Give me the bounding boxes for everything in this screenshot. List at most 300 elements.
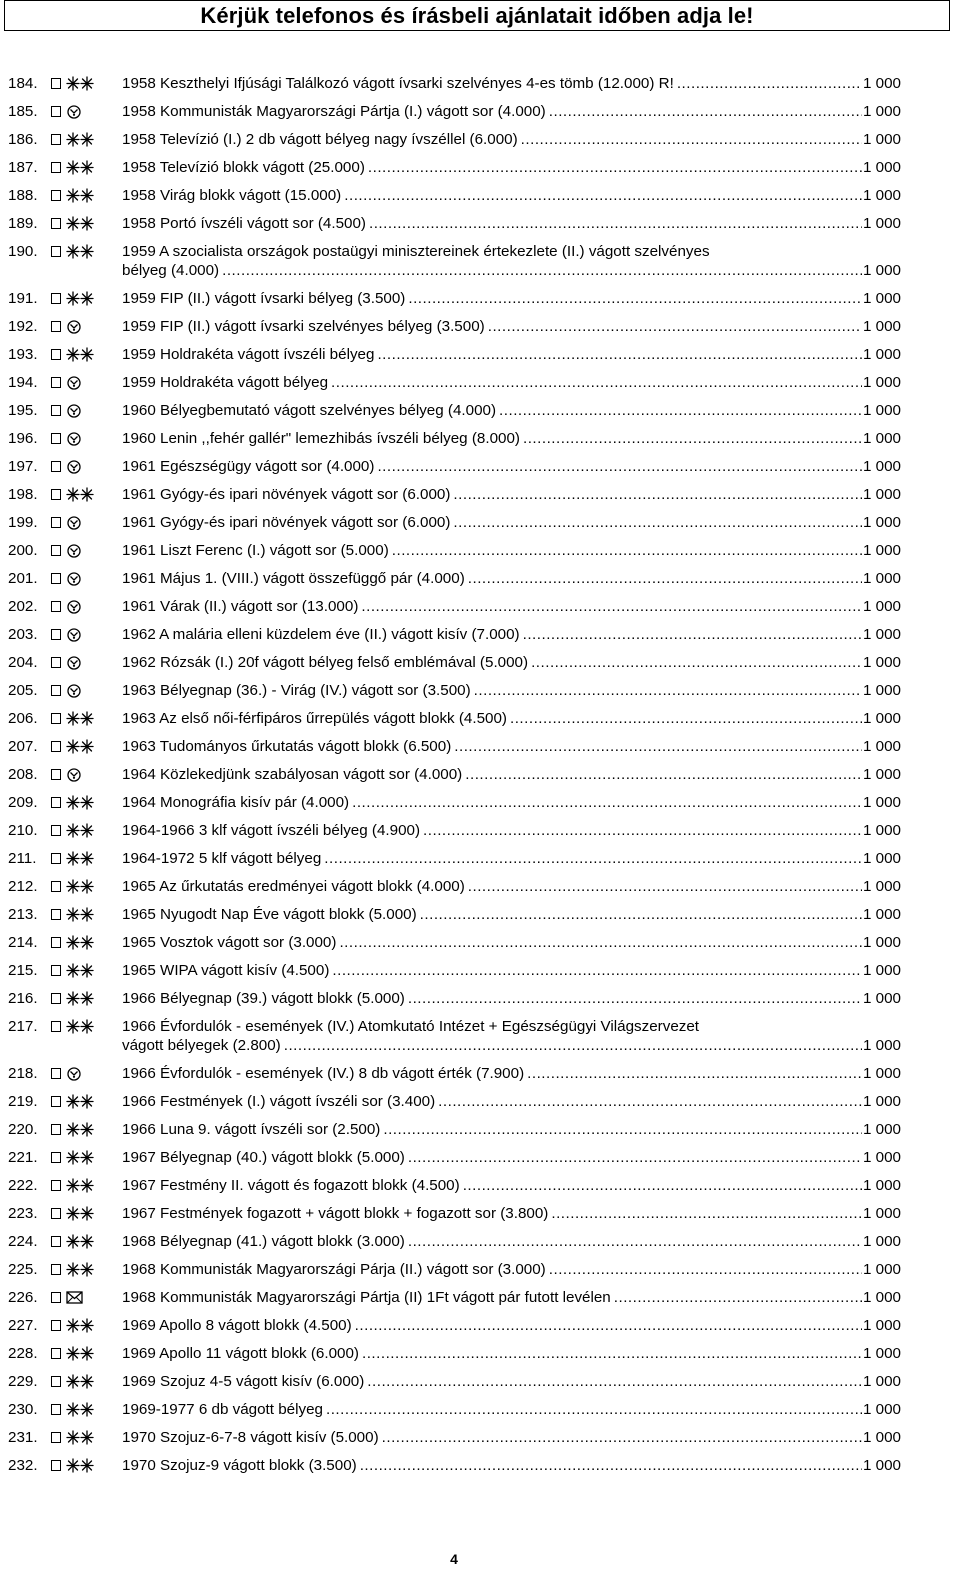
item-text: 1958 Portó ívszéli vágott sor (4.500) (122, 215, 366, 232)
item-text: 1968 Bélyegnap (41.) vágott blokk (3.000) (122, 1233, 405, 1250)
item-description (122, 373, 901, 392)
order-checkbox[interactable] (51, 685, 61, 696)
item-text: 1969-1977 6 db vágott bélyeg (122, 1401, 323, 1418)
order-checkbox[interactable] (51, 1376, 61, 1387)
item-text-line1: 1966 Évfordulók - események (IV.) Atomkutató Intézet + Egészségügyi Világszervezet (122, 1018, 700, 1035)
list-item (0, 368, 960, 396)
mint-icon (66, 709, 96, 728)
order-checkbox[interactable] (51, 321, 61, 332)
item-description (122, 1288, 901, 1307)
item-description (122, 793, 901, 812)
item-number: 203. (8, 626, 38, 643)
item-number: 222. (8, 1177, 38, 1194)
item-text-line1: 1959 A szocialista országok postaügyi minisztereinek értekezlete (II.) vágott szelvényes (122, 243, 710, 260)
order-checkbox[interactable] (51, 909, 61, 920)
item-number: 194. (8, 374, 38, 391)
mint-icon (66, 130, 96, 149)
item-number: 209. (8, 794, 38, 811)
dot-leader (423, 821, 862, 840)
stamped-icon (66, 513, 96, 532)
order-checkbox[interactable] (51, 545, 61, 556)
envelope-icon (66, 1288, 96, 1307)
item-number: 196. (8, 430, 38, 447)
dot-leader (326, 1400, 862, 1419)
item-text: 1967 Bélyegnap (40.) vágott blokk (5.000) (122, 1149, 405, 1166)
list-item (0, 508, 960, 536)
dot-leader (332, 961, 862, 980)
mint-icon (66, 793, 96, 812)
item-number: 195. (8, 402, 38, 419)
list-item (0, 1143, 960, 1171)
mint-icon (66, 877, 96, 896)
list-item (0, 928, 960, 956)
stamped-icon (66, 1064, 96, 1083)
item-text: 1958 Kommunisták Magyarországi Pártja (I.) vágott sor (4.000) (122, 103, 546, 120)
dot-leader (420, 905, 862, 924)
list-item (0, 97, 960, 125)
list-item (0, 209, 960, 237)
item-description (122, 214, 901, 233)
item-description (122, 877, 901, 896)
item-description (122, 1120, 901, 1139)
list-item (0, 424, 960, 452)
item-description (122, 905, 901, 924)
item-price: 1 000 (862, 430, 901, 447)
item-description (122, 765, 901, 784)
item-text: 1959 Holdrakéta vágott ívszéli bélyeg (122, 346, 375, 363)
item-text: 1968 Kommunisták Magyarországi Párja (II.) vágott sor (3.000) (122, 1261, 546, 1278)
item-text: 1965 WIPA vágott kisív (4.500) (122, 962, 330, 979)
item-number: 184. (8, 75, 38, 92)
dot-leader (382, 1428, 862, 1447)
list-item (0, 1012, 960, 1059)
item-text: 1959 FIP (II.) vágott ívsarki bélyeg (3.500) (122, 290, 406, 307)
item-description (122, 102, 901, 121)
item-text: 1965 Vosztok vágott sor (3.000) (122, 934, 337, 951)
item-text: 1966 Bélyegnap (39.) vágott blokk (5.000) (122, 990, 405, 1007)
list-item (0, 704, 960, 732)
stamped-icon (66, 765, 96, 784)
item-number: 229. (8, 1373, 38, 1390)
item-description (122, 158, 901, 177)
item-description (122, 130, 901, 149)
item-price: 1 000 (862, 1149, 901, 1166)
stamped-icon (66, 569, 96, 588)
item-price: 1 000 (862, 215, 901, 232)
item-number: 186. (8, 131, 38, 148)
item-number: 232. (8, 1457, 38, 1474)
item-price: 1 000 (862, 1457, 901, 1474)
item-price: 1 000 (862, 1261, 901, 1278)
list-item (0, 648, 960, 676)
item-text: 1967 Festmények fogazott + vágott blokk + fogazott sor (3.800) (122, 1205, 549, 1222)
item-text: vágott bélyegek (2.800) (122, 1037, 281, 1054)
order-checkbox[interactable] (51, 629, 61, 640)
order-checkbox[interactable] (51, 1432, 61, 1443)
dot-leader (383, 1120, 862, 1139)
stamped-icon (66, 373, 96, 392)
item-text: 1958 Virág blokk vágott (15.000) (122, 187, 342, 204)
item-price: 1 000 (862, 1037, 901, 1054)
order-checkbox[interactable] (51, 134, 61, 145)
item-price: 1 000 (862, 131, 901, 148)
list-item (0, 69, 960, 97)
order-checkbox[interactable] (51, 1236, 61, 1247)
item-number: 216. (8, 990, 38, 1007)
order-checkbox[interactable] (51, 246, 61, 257)
item-text: 1963 Bélyegnap (36.) - Virág (IV.) vágott sor (3.500) (122, 682, 471, 699)
order-checkbox[interactable] (51, 1292, 61, 1303)
item-text: 1970 Szojuz-6-7-8 vágott kisív (5.000) (122, 1429, 379, 1446)
list-item (0, 872, 960, 900)
item-price: 1 000 (862, 990, 901, 1007)
dot-leader (614, 1288, 862, 1307)
order-checkbox[interactable] (51, 1124, 61, 1135)
dot-leader (523, 625, 862, 644)
item-description (122, 345, 901, 364)
dot-leader (527, 1064, 862, 1083)
item-description (122, 1260, 901, 1279)
item-description (122, 653, 901, 672)
dot-leader (408, 289, 862, 308)
order-checkbox[interactable] (51, 190, 61, 201)
item-price: 1 000 (862, 187, 901, 204)
mint-icon (66, 158, 96, 177)
stamped-icon (66, 102, 96, 121)
item-price: 1 000 (862, 1205, 901, 1222)
dot-leader (510, 709, 862, 728)
item-price: 1 000 (862, 682, 901, 699)
order-checkbox[interactable] (51, 377, 61, 388)
item-price: 1 000 (862, 542, 901, 559)
dot-leader (468, 569, 862, 588)
mint-icon (66, 961, 96, 980)
item-description (122, 1064, 901, 1083)
item-number: 206. (8, 710, 38, 727)
item-text: 1964 Közlekedjünk szabályosan vágott sor (4.000) (122, 766, 463, 783)
item-number: 217. (8, 1018, 38, 1035)
item-price: 1 000 (862, 794, 901, 811)
item-price: 1 000 (862, 262, 901, 279)
dot-leader (408, 989, 862, 1008)
item-text: 1963 Tudományos űrkutatás vágott blokk (6.500) (122, 738, 452, 755)
dot-leader (377, 345, 862, 364)
item-price: 1 000 (862, 75, 901, 92)
list-item (0, 1367, 960, 1395)
mint-icon (66, 905, 96, 924)
mint-icon (66, 1176, 96, 1195)
list-item (0, 1227, 960, 1255)
list-item (0, 620, 960, 648)
order-checkbox[interactable] (51, 993, 61, 1004)
stamped-icon (66, 317, 96, 336)
order-checkbox[interactable] (51, 1348, 61, 1359)
dot-leader (521, 130, 862, 149)
dot-leader (453, 485, 862, 504)
mint-icon (66, 1428, 96, 1447)
item-description (122, 1372, 901, 1391)
item-description (122, 737, 901, 756)
item-text: 1962 Rózsák (I.) 20f vágott bélyeg felső emblémával (5.000) (122, 654, 529, 671)
mint-icon (66, 849, 96, 868)
order-checkbox[interactable] (51, 881, 61, 892)
item-number: 204. (8, 654, 38, 671)
item-price: 1 000 (862, 1065, 901, 1082)
header-title: Kérjük telefonos és írásbeli ajánlatait időben adja le! (200, 2, 754, 28)
dot-leader (324, 849, 862, 868)
item-description (122, 989, 901, 1008)
item-description (122, 1176, 901, 1195)
item-text: 1958 Keszthelyi Ifjúsági Találkozó vágott ívsarki szelvényes 4-es tömb (12.000) R! (122, 75, 674, 92)
item-text: 1961 Május 1. (VIII.) vágott összefüggő pár (4.000) (122, 570, 465, 587)
item-text: 1961 Gyógy-és ipari növények vágott sor (6.000) (122, 486, 451, 503)
dot-leader (499, 401, 862, 420)
item-description (122, 1092, 901, 1111)
item-price: 1 000 (862, 159, 901, 176)
list-item (0, 1115, 960, 1143)
list-item (0, 788, 960, 816)
item-text: 1969 Apollo 8 vágott blokk (4.500) (122, 1317, 352, 1334)
item-number: 219. (8, 1093, 38, 1110)
dot-leader (392, 541, 862, 560)
item-description (122, 1204, 901, 1223)
dot-leader (551, 1204, 862, 1223)
item-number: 198. (8, 486, 38, 503)
item-price: 1 000 (862, 654, 901, 671)
item-description (122, 186, 901, 205)
order-checkbox[interactable] (51, 218, 61, 229)
mint-icon (66, 1017, 96, 1036)
order-checkbox[interactable] (51, 1320, 61, 1331)
item-description (122, 821, 901, 840)
item-number: 225. (8, 1261, 38, 1278)
list-item (0, 1255, 960, 1283)
dot-leader (361, 597, 862, 616)
item-price: 1 000 (862, 514, 901, 531)
order-checkbox[interactable] (51, 825, 61, 836)
item-number: 201. (8, 570, 38, 587)
item-text: 1959 Holdrakéta vágott bélyeg (122, 374, 329, 391)
order-checkbox[interactable] (51, 349, 61, 360)
item-description (122, 1428, 901, 1447)
item-text: 1961 Gyógy-és ipari növények vágott sor (6.000) (122, 514, 451, 531)
order-checkbox[interactable] (51, 1460, 61, 1471)
item-description (122, 401, 901, 420)
item-description (122, 849, 901, 868)
item-description (122, 485, 901, 504)
item-description (122, 242, 901, 280)
item-price: 1 000 (862, 290, 901, 307)
item-number: 221. (8, 1149, 38, 1166)
order-checkbox[interactable] (51, 1021, 61, 1032)
item-number: 202. (8, 598, 38, 615)
order-checkbox[interactable] (51, 1096, 61, 1107)
dot-leader (284, 1036, 862, 1055)
item-number: 199. (8, 514, 38, 531)
list-item (0, 237, 960, 284)
mint-icon (66, 989, 96, 1008)
order-checkbox[interactable] (51, 78, 61, 89)
item-description (122, 1316, 901, 1335)
order-checkbox[interactable] (51, 741, 61, 752)
item-number: 205. (8, 682, 38, 699)
order-checkbox[interactable] (51, 1264, 61, 1275)
item-description (122, 681, 901, 700)
item-text: 1966 Festmények (I.) vágott ívszéli sor (3.400) (122, 1093, 436, 1110)
item-text: 1959 FIP (II.) vágott ívsarki szelvényes bélyeg (3.500) (122, 318, 485, 335)
order-checkbox[interactable] (51, 1180, 61, 1191)
item-number: 193. (8, 346, 38, 363)
item-price: 1 000 (862, 906, 901, 923)
dot-leader (331, 373, 862, 392)
item-text: 1966 Luna 9. vágott ívszéli sor (2.500) (122, 1121, 381, 1138)
item-text: 1964 Monográfia kisív pár (4.000) (122, 794, 350, 811)
mint-icon (66, 933, 96, 952)
item-text: 1969 Szojuz 4-5 vágott kisív (6.000) (122, 1373, 365, 1390)
order-checkbox[interactable] (51, 573, 61, 584)
stamped-icon (66, 597, 96, 616)
item-text: 1961 Egészségügy vágott sor (4.000) (122, 458, 375, 475)
item-price: 1 000 (862, 1121, 901, 1138)
order-checkbox[interactable] (51, 713, 61, 724)
dot-leader (523, 429, 862, 448)
item-text: 1961 Várak (II.) vágott sor (13.000) (122, 598, 359, 615)
order-checkbox[interactable] (51, 1068, 61, 1079)
dot-leader (368, 158, 862, 177)
mint-icon (66, 485, 96, 504)
dot-leader (222, 261, 862, 280)
dot-leader (549, 1260, 862, 1279)
order-checkbox[interactable] (51, 461, 61, 472)
mint-icon (66, 214, 96, 233)
item-number: 224. (8, 1233, 38, 1250)
item-price: 1 000 (862, 850, 901, 867)
order-checkbox[interactable] (51, 769, 61, 780)
dot-leader (453, 513, 862, 532)
mint-icon (66, 1456, 96, 1475)
item-number: 185. (8, 103, 38, 120)
order-checkbox[interactable] (51, 433, 61, 444)
list-item (0, 984, 960, 1012)
item-description (122, 429, 901, 448)
mint-icon (66, 242, 96, 261)
item-price: 1 000 (862, 402, 901, 419)
mint-icon (66, 74, 96, 93)
item-text: 1966 Évfordulók - események (IV.) 8 db vágott érték (7.900) (122, 1065, 525, 1082)
dot-leader (339, 933, 862, 952)
item-description (122, 1148, 901, 1167)
item-text: 1969 Apollo 11 vágott blokk (6.000) (122, 1345, 359, 1362)
list-item (0, 564, 960, 592)
item-description (122, 933, 901, 952)
mint-icon (66, 289, 96, 308)
order-checkbox[interactable] (51, 405, 61, 416)
list-item (0, 312, 960, 340)
item-text: 1964-1972 5 klf vágott bélyeg (122, 850, 322, 867)
item-price: 1 000 (862, 1233, 901, 1250)
order-checkbox[interactable] (51, 517, 61, 528)
item-description (122, 569, 901, 588)
item-number: 220. (8, 1121, 38, 1138)
item-list (0, 69, 960, 1479)
mint-icon (66, 186, 96, 205)
item-price: 1 000 (862, 570, 901, 587)
order-checkbox[interactable] (51, 657, 61, 668)
list-item (0, 816, 960, 844)
item-text: 1964-1966 3 klf vágott ívszéli bélyeg (4.900) (122, 822, 421, 839)
mint-icon (66, 345, 96, 364)
item-description (122, 289, 901, 308)
item-price: 1 000 (862, 1289, 901, 1306)
order-checkbox[interactable] (51, 1152, 61, 1163)
list-item (0, 480, 960, 508)
order-checkbox[interactable] (51, 853, 61, 864)
order-checkbox[interactable] (51, 937, 61, 948)
mint-icon (66, 1232, 96, 1251)
list-item (0, 340, 960, 368)
page-number: 4 (450, 1551, 458, 1567)
dot-leader (531, 653, 862, 672)
order-checkbox[interactable] (51, 601, 61, 612)
stamped-icon (66, 681, 96, 700)
list-item (0, 760, 960, 788)
mint-icon (66, 1120, 96, 1139)
dot-leader (454, 737, 862, 756)
item-text: 1968 Kommunisták Magyarországi Pártja (II) 1Ft vágott pár futott levélen (122, 1289, 611, 1306)
item-number: 189. (8, 215, 38, 232)
order-checkbox[interactable] (51, 965, 61, 976)
item-number: 208. (8, 766, 38, 783)
dot-leader (369, 214, 862, 233)
list-item (0, 181, 960, 209)
mint-icon (66, 1372, 96, 1391)
item-price: 1 000 (862, 318, 901, 335)
dot-leader (474, 681, 862, 700)
item-price: 1 000 (862, 626, 901, 643)
order-checkbox[interactable] (51, 797, 61, 808)
order-checkbox[interactable] (51, 293, 61, 304)
dot-leader (463, 1176, 862, 1195)
order-checkbox[interactable] (51, 1208, 61, 1219)
order-checkbox[interactable] (51, 162, 61, 173)
item-number: 212. (8, 878, 38, 895)
item-description (122, 74, 901, 93)
order-checkbox[interactable] (51, 1404, 61, 1415)
item-text: 1960 Bélyegbemutató vágott szelvényes bélyeg (4.000) (122, 402, 497, 419)
item-price: 1 000 (862, 1345, 901, 1362)
dot-leader (408, 1232, 862, 1251)
item-text: 1962 A malária elleni küzdelem éve (II.) vágott kisív (7.000) (122, 626, 520, 643)
order-checkbox[interactable] (51, 106, 61, 117)
list-item (0, 1087, 960, 1115)
dot-leader (408, 1148, 862, 1167)
item-description (122, 457, 901, 476)
item-text: 1965 Az űrkutatás eredményei vágott blokk (4.000) (122, 878, 465, 895)
item-number: 230. (8, 1401, 38, 1418)
list-item (0, 900, 960, 928)
item-text: 1961 Liszt Ferenc (I.) vágott sor (5.000) (122, 542, 389, 559)
mint-icon (66, 1204, 96, 1223)
stamped-icon (66, 625, 96, 644)
item-number: 213. (8, 906, 38, 923)
item-price: 1 000 (862, 878, 901, 895)
item-price: 1 000 (862, 1177, 901, 1194)
item-text: 1958 Televízió (I.) 2 db vágott bélyeg nagy ívszéllel (6.000) (122, 131, 518, 148)
dot-leader (549, 102, 862, 121)
order-checkbox[interactable] (51, 489, 61, 500)
item-number: 210. (8, 822, 38, 839)
item-price: 1 000 (862, 934, 901, 951)
